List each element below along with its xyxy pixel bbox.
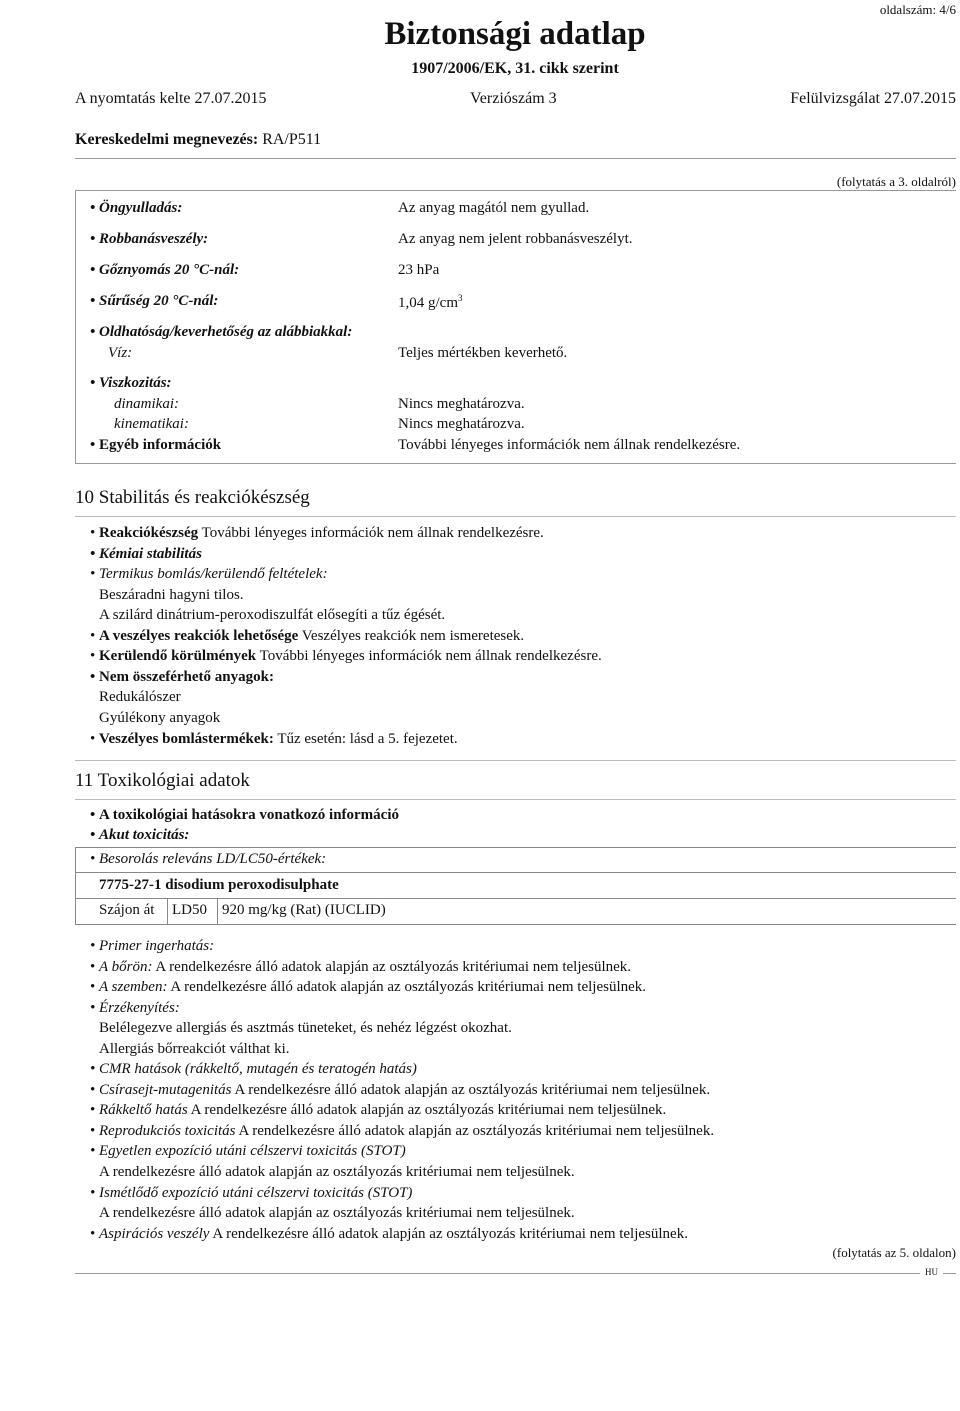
dynamic-value: Nincs meghatározva. [398,396,525,412]
box-left-border [75,190,76,463]
classification-label: • Besorolás releváns LD/LC50-értékek: [90,851,327,867]
substance-name: 7775-27-1 disodium peroxodisulphate [99,877,339,893]
continued-from: (folytatás a 3. oldalról) [836,174,956,189]
continued-to: (folytatás az 5. oldalon) [832,1245,956,1260]
ignition-label: • Öngyulladás: [90,200,183,216]
version-number: Verziószám 3 [470,90,557,107]
other-info-value: További lényeges információk nem állnak rendelkezésre. [398,437,741,453]
skin-row: • A bőrön: A rendelkezésre álló adatok alapján az osztályozás kritériumai nem teljesülnek. [90,959,632,975]
acute-toxicity-label: • Akut toxicitás: [90,827,190,843]
footer-rule-right [943,1273,956,1274]
thermal-line-2: A szilárd dinátrium-peroxodiszulfát elősegíti a tűz égését. [99,607,446,623]
incompatible-1: Redukálószer [99,689,181,705]
toxicity-value: 920 mg/kg (Rat) (IUCLID) [222,902,386,918]
ld-table-col-1 [167,898,168,924]
ld-table-col-2 [217,898,218,924]
trade-name [75,131,321,149]
hazardous-reactions-row: • A veszélyes reakciók lehetősége Veszélyes reakciók nem ismeretesek. [90,628,525,644]
footer-rule-left [75,1273,920,1274]
section-11-divider [75,799,956,800]
stot-single-label: • Egyetlen expozíció utáni célszervi toxicitás (STOT) [90,1143,406,1159]
exposure-route: Szájon át [99,902,155,918]
eye-row: • A szemben: A rendelkezésre álló adatok alapján az osztályozás kritériumai nem teljesülnek. [90,979,647,995]
vapor-pressure-value: 23 hPa [398,262,440,278]
explosion-value: Az anyag nem jelent robbanásveszélyt. [398,231,633,247]
kinematic-label: kinematikai: [114,416,189,432]
document-title: Biztonsági adatlap [384,16,646,52]
ld-table-top [75,847,956,848]
ld-table-mid-1 [75,872,956,873]
aspiration-row: • Aspirációs veszély A rendelkezésre álló adatok alapján az osztályozás kritériumai nem teljesülnek. [90,1226,688,1242]
section-10-divider [75,516,956,517]
kinematic-value: Nincs meghatározva. [398,416,525,432]
review-date: Felülvizsgálat 27.07.2015 [790,90,956,107]
tox-info-label: • A toxikológiai hatásokra vonatkozó információ [90,807,400,823]
chemical-stability-label: • Kémiai stabilitás [90,546,202,562]
sensitization-line-1: Belélegezve allergiás és asztmás tüneteket, és nehéz légzést okozhat. [99,1020,512,1036]
header-divider [75,158,956,159]
water-label: Víz: [108,345,133,361]
page-number: oldalszám: 4/6 [879,2,956,17]
section-11-title: 11 Toxikológiai adatok [75,770,250,791]
ld-table-mid-2 [75,898,956,899]
section-11-top-divider [75,760,956,761]
ignition-value: Az anyag magától nem gyullad. [398,200,590,216]
viscosity-label: • Viszkozitás: [90,375,172,391]
trade-name-value: RA/P511 [262,131,322,148]
density-label: • Sűrűség 20 °C-nál: [90,293,219,309]
stot-repeated-label: • Ismétlődő expozíció utáni célszervi toxicitás (STOT) [90,1185,413,1201]
explosion-label: • Robbanásveszély: [90,231,209,247]
germ-cell-row: • Csírasejt-mutagenitás A rendelkezésre álló adatok alapján az osztályozás kritériumai nem teljesülnek. [90,1082,711,1098]
solubility-label: • Oldhatóság/keverhetőség az alábbiakkal: [90,324,353,340]
sensitization-line-2: Allergiás bőrreakciót válthat ki. [99,1041,290,1057]
document-subtitle: 1907/2006/EK, 31. cikk szerint [411,60,619,77]
carcinogenicity-row: • Rákkeltő hatás A rendelkezésre álló adatok alapján az osztályozás kritériumai nem teljesülnek. [90,1102,667,1118]
cmr-label: • CMR hatások (rákkeltő, mutagén és teratogén hatás) [90,1061,417,1077]
reproductive-row: • Reprodukciós toxicitás A rendelkezésre álló adatok alapján az osztályozás kritériumai nem teljesülnek. [90,1123,715,1139]
thermal-line-1: Beszáradni hagyni tilos. [99,587,244,603]
conditions-avoid-row: • Kerülendő körülmények További lényeges információk nem állnak rendelkezésre. [90,648,602,664]
dynamic-label: dinamikai: [114,396,179,412]
thermal-decomposition-label: • Termikus bomlás/kerülendő feltételek: [90,566,328,582]
water-value: Teljes mértékben keverhető. [398,345,568,361]
ld-table-left [75,847,76,924]
language-code: HU [925,1267,938,1277]
sensitization-label: • Érzékenyítés: [90,1000,180,1016]
stot-repeated-value: A rendelkezésre álló adatok alapján az osztályozás kritériumai nem teljesülnek. [99,1205,575,1221]
section-10-title: 10 Stabilitás és reakciókészség [75,487,310,508]
other-info-label: • Egyéb információk [90,437,222,453]
stot-single-value: A rendelkezésre álló adatok alapján az osztályozás kritériumai nem teljesülnek. [99,1164,575,1180]
decomposition-products-row: • Veszélyes bomlástermékek: Tűz esetén: lásd a 5. fejezetet. [90,731,458,747]
trade-name-label: Kereskedelmi megnevezés: [75,131,259,148]
ld-table-bottom [75,924,956,925]
incompatible-2: Gyúlékony anyagok [99,710,221,726]
incompatible-materials-label: • Nem összeférhető anyagok: [90,669,274,685]
vapor-pressure-label: • Gőznyomás 20 °C-nál: [90,262,240,278]
primary-irritation-label: • Primer ingerhatás: [90,938,215,954]
toxicity-type: LD50 [172,902,207,918]
print-date: A nyomtatás kelte 27.07.2015 [75,90,267,107]
density-value: 1,04 $g/cm^3$ [398,293,463,311]
reactivity-row: • Reakciókészség További lényeges információk nem állnak rendelkezésre. [90,525,544,541]
